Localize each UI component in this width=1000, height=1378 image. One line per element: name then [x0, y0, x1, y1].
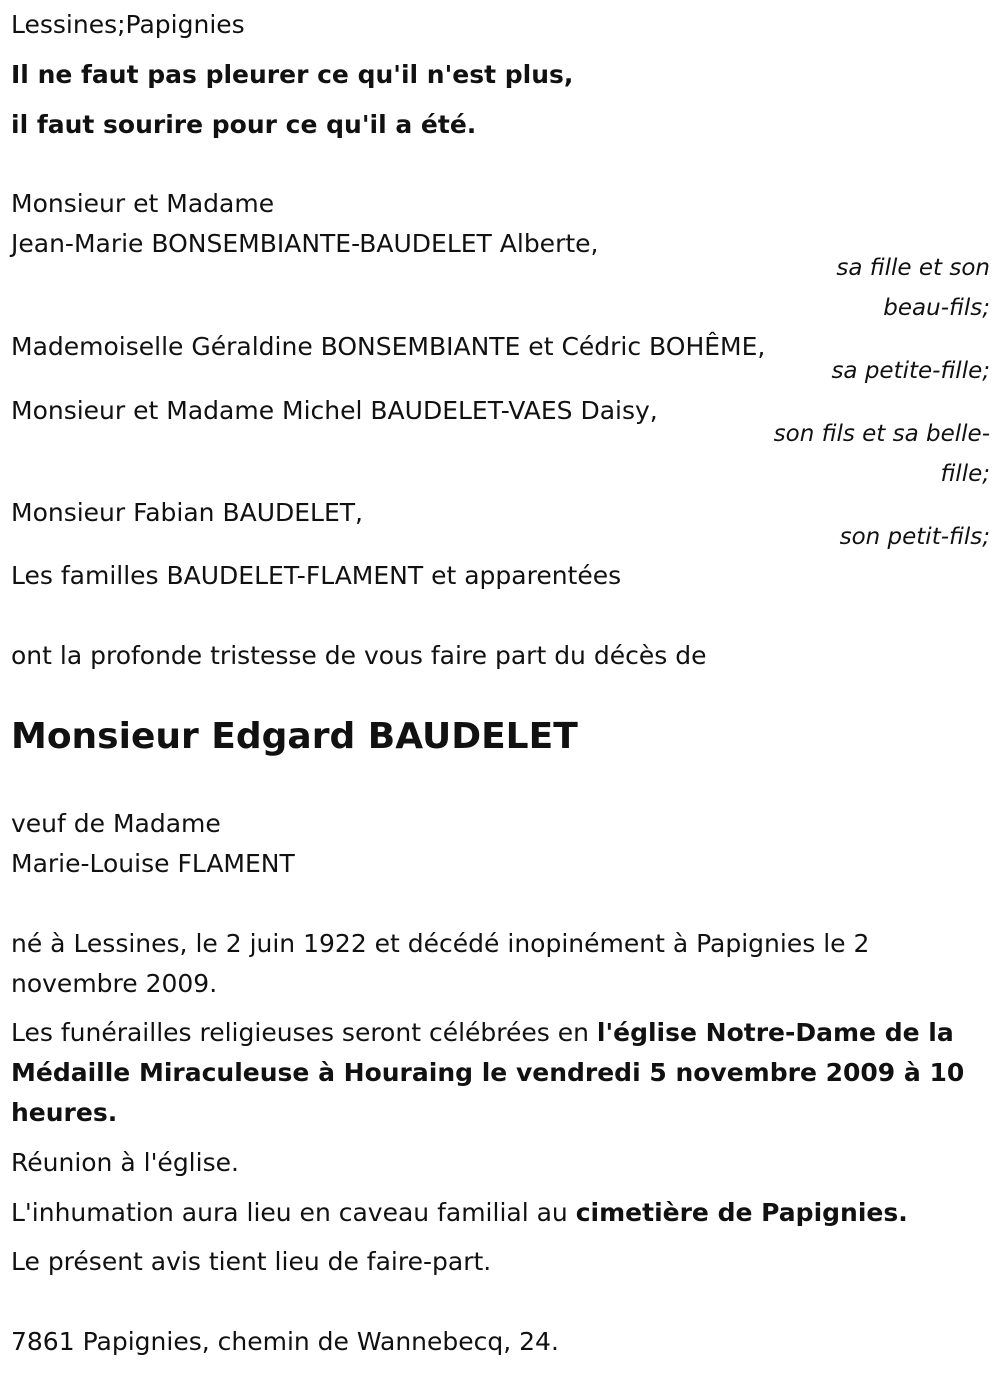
birth-death-paragraph: né à Lessines, le 2 juin 1922 et décédé inopinément à Papignies le 2 novembre 2009. [11, 929, 870, 998]
notice-line: Le présent avis tient lieu de faire-part. [11, 1247, 492, 1276]
family-entry-1-relation-b: beau-fils; [883, 295, 990, 321]
quote-line-1: Il ne faut pas pleurer ce qu'il n'est plus, [11, 60, 574, 89]
widower-line-1: veuf de Madame [11, 809, 221, 838]
funeral-service-paragraph [11, 1013, 989, 1133]
deceased-name: Monsieur Edgard BAUDELET [11, 716, 578, 757]
quote-line-2: il faut sourire pour ce qu'il a été. [11, 110, 477, 139]
family-entry-3-relation-a: son fils et sa belle- [773, 421, 990, 447]
burial-location: cimetière de Papignies. [575, 1198, 908, 1227]
address-line: 7861 Papignies, chemin de Wannebecq, 24. [11, 1327, 559, 1356]
family-entry-3-relation-b: fille; [940, 461, 990, 487]
family-entry-5: Les familles BAUDELET-FLAMENT et apparentées [11, 561, 622, 590]
announcement-intro: ont la profonde tristesse de vous faire part du décès de [11, 641, 707, 670]
family-entry-4-relation: son petit-fils; [839, 524, 990, 550]
reunion-line: Réunion à l'église. [11, 1148, 239, 1177]
location-line: Lessines;Papignies [11, 10, 245, 39]
family-entry-1-relation-a: sa fille et son [836, 255, 990, 281]
family-entry-1-line-2: Jean-Marie BONSEMBIANTE-BAUDELET Alberte, [11, 229, 599, 258]
funeral-service-location: l'église Notre-Dame de la Médaille Miraculeuse à Houraing le vendredi 5 novembre 2009 à 10 heures. [11, 1018, 965, 1127]
funeral-service-prefix: Les funérailles religieuses seront célébrées en [11, 1018, 597, 1047]
family-entry-4: Monsieur Fabian BAUDELET, [11, 498, 364, 527]
family-entry-2: Mademoiselle Géraldine BONSEMBIANTE et Cédric BOHÊME, [11, 332, 766, 361]
family-entry-1-line-1: Monsieur et Madame [11, 189, 275, 218]
family-entry-3: Monsieur et Madame Michel BAUDELET-VAES Daisy, [11, 396, 658, 425]
burial-prefix: L'inhumation aura lieu en caveau familial au [11, 1198, 576, 1227]
widower-line-2: Marie-Louise FLAMENT [11, 849, 295, 878]
burial-line [11, 1198, 908, 1228]
family-entry-2-relation: sa petite-fille; [831, 358, 990, 384]
